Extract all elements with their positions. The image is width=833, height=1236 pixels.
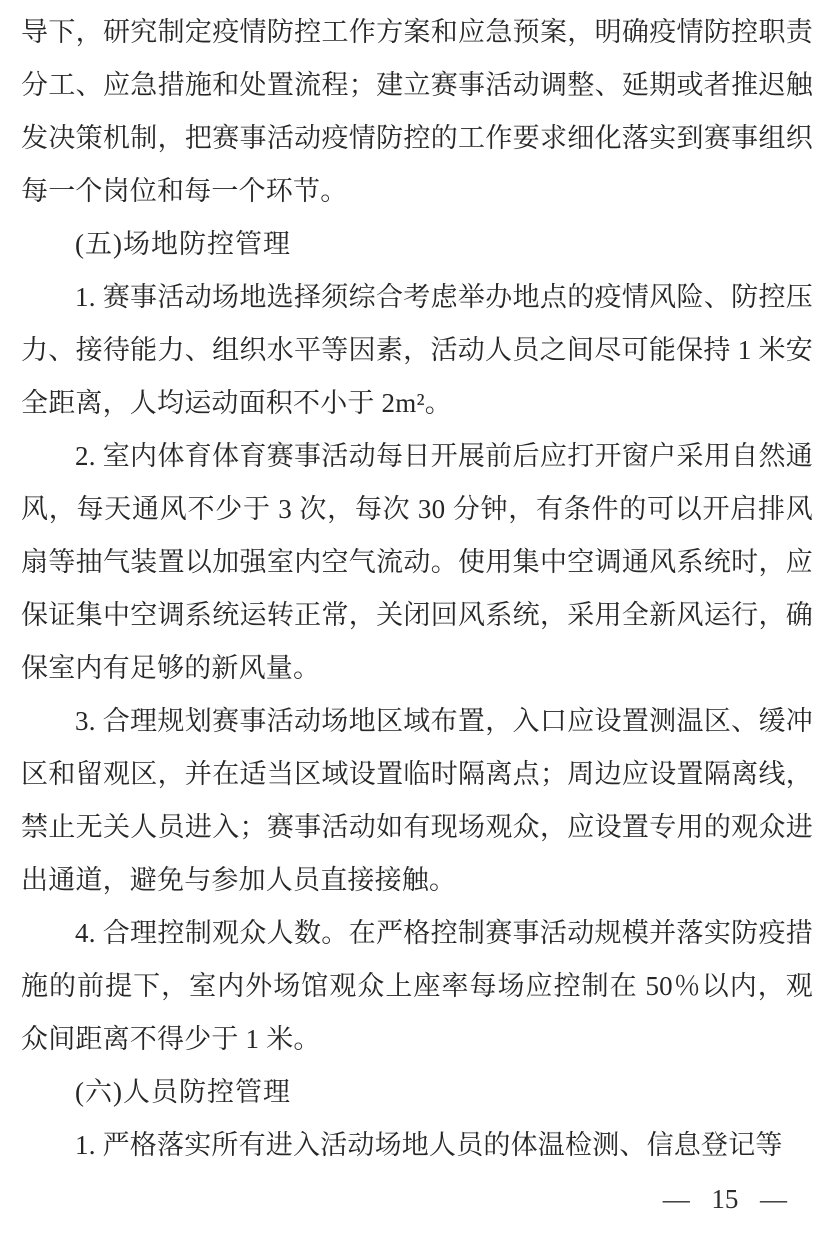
section-heading-6: (六)人员防控管理 [75,1077,291,1107]
numbered-item-1: 1. 赛事活动场地选择须综合考虑举办地点的疫情风险、防控压力、接待能力、组织水平等因素，活动人员之间尽可能保持 1 米安全距离，人均运动面积不小于 2m²。 [21,282,813,418]
page-footer [663,1183,787,1215]
numbered-item-3: 3. 合理规划赛事活动场地区域布置，入口应设置测温区、缓冲区和留观区，并在适当区域设置临时隔离点；周边应设置隔离线，禁止无关人员进入；赛事活动如有现场观众，应设置专用的观众进出通道，避免与参加人员直接接触。 [21,706,813,895]
numbered-item-2: 2. 室内体育体育赛事活动每日开展前后应打开窗户采用自然通风，每天通风不少于 3 次，每次 30 分钟，有条件的可以开启排风扇等抽气装置以加强室内空气流动。使用集中空调通风系统时，应保证集中空调系统运转正常，关闭回风系统，采用全新风运行，确保室内有足够的新风量。 [21,441,813,683]
section-heading-5: (五)场地防控管理 [75,229,291,259]
page-number: — 15 — [662,1184,787,1214]
numbered-item-4: 4. 合理控制观众人数。在严格控制赛事活动规模并落实防疫措施的前提下，室内外场馆观众上座率每场应控制在 50％以内，观众间距离不得少于 1 米。 [21,918,813,1054]
paragraph-continuation: 导下，研究制定疫情防控工作方案和应急预案，明确疫情防控职责分工、应急措施和处置流程；建立赛事活动调整、延期或者推迟触发决策机制，把赛事活动疫情防控的工作要求细化落实到赛事组织每一个岗位和每一个环节。 [21,17,813,206]
document-body [21,6,813,1172]
numbered-item-6-1: 1. 严格落实所有进入活动场地人员的体温检测、信息登记等 [75,1130,783,1160]
